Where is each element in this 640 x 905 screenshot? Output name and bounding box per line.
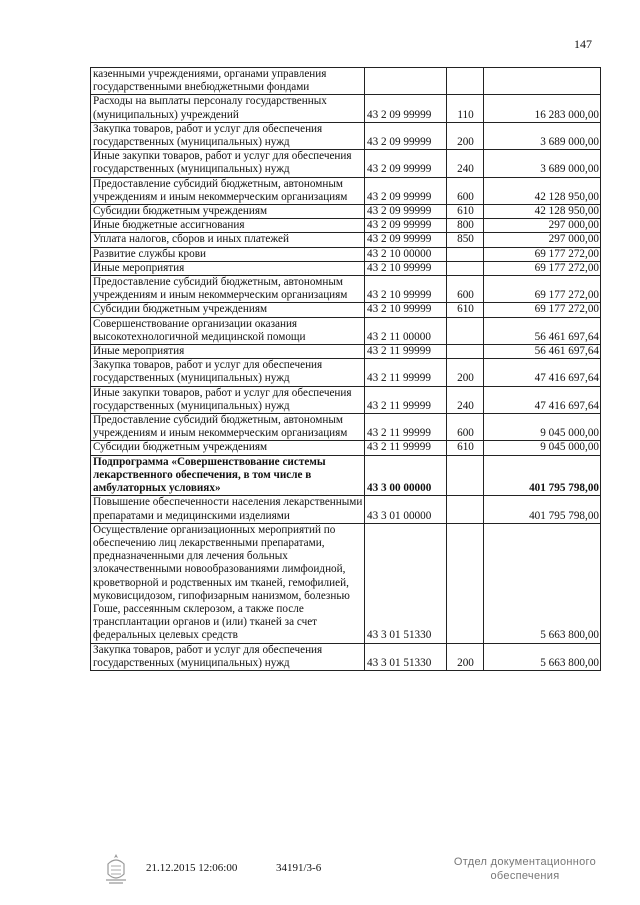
cell-name: Уплата налогов, сборов и иных платежей [91, 233, 365, 247]
stamp-line-1: Отдел документационного [453, 856, 597, 868]
table-row [91, 317, 601, 344]
footer-doc-code: 34191/3-6 [276, 862, 322, 874]
table-row [91, 95, 601, 122]
cell-code: 43 2 11 99999 [365, 414, 447, 441]
table-row [91, 150, 601, 177]
cell-code: 43 2 10 99999 [365, 276, 447, 303]
cell-type: 240 [447, 150, 484, 177]
cell-type [447, 317, 484, 344]
cell-sum: 401 795 798,00 [484, 496, 601, 523]
cell-name: Совершенствование организации оказания высокотехнологичной медицинской помощи [91, 317, 365, 344]
cell-code: 43 3 01 51330 [365, 523, 447, 643]
table-row [91, 523, 601, 643]
cell-code: 43 2 10 99999 [365, 261, 447, 275]
budget-table-body [91, 68, 601, 671]
cell-type: 610 [447, 205, 484, 219]
cell-sum: 56 461 697,64 [484, 317, 601, 344]
table-row [91, 233, 601, 247]
cell-sum: 9 045 000,00 [484, 414, 601, 441]
cell-name: Субсидии бюджетным учреждениям [91, 441, 365, 455]
cell-name: Осуществление организационных мероприятий по обеспечению лиц лекарственными препаратами, предназначенными для лечения больных злокачественными новообразованиями лимфоидной, кроветворной и родственных им тканей, гемофилией, муковисцидозом, гипофизарным нанизмом, болезнью Гоше, рассеянным склерозом, а также после трансплантации органов и (или) тканей за счет федеральных целевых средств [91, 523, 365, 643]
coat-of-arms-icon [103, 852, 129, 886]
cell-sum: 69 177 272,00 [484, 276, 601, 303]
cell-name: казенными учреждениями, органами управления государственными внебюджетными фондами [91, 68, 365, 95]
page-number: 147 [574, 37, 592, 51]
footer-datetime: 21.12.2015 12:06:00 [146, 862, 238, 874]
cell-sum: 16 283 000,00 [484, 95, 601, 122]
cell-sum: 69 177 272,00 [484, 303, 601, 317]
cell-sum: 3 689 000,00 [484, 122, 601, 149]
footer-department-stamp [440, 855, 610, 883]
cell-name: Предоставление субсидий бюджетным, автономным учреждениям и иным некоммерческим организациям [91, 177, 365, 204]
cell-name: Подпрограмма «Совершенствование системы лекарственного обеспечения, в том числе в амбулаторных условиях» [91, 455, 365, 496]
cell-type [447, 68, 484, 95]
cell-sum: 69 177 272,00 [484, 247, 601, 261]
cell-name: Закупка товаров, работ и услуг для обеспечения государственных (муниципальных) нужд [91, 122, 365, 149]
cell-type: 200 [447, 643, 484, 670]
cell-sum: 5 663 800,00 [484, 643, 601, 670]
cell-name: Иные мероприятия [91, 261, 365, 275]
cell-code: 43 2 09 99999 [365, 150, 447, 177]
cell-type: 240 [447, 386, 484, 413]
cell-sum [484, 68, 601, 95]
table-row [91, 122, 601, 149]
cell-type [447, 261, 484, 275]
cell-sum: 69 177 272,00 [484, 261, 601, 275]
cell-name: Субсидии бюджетным учреждениям [91, 205, 365, 219]
cell-sum: 47 416 697,64 [484, 359, 601, 386]
cell-sum: 42 128 950,00 [484, 205, 601, 219]
cell-sum: 297 000,00 [484, 233, 601, 247]
cell-code: 43 3 00 00000 [365, 455, 447, 496]
table-row [91, 303, 601, 317]
cell-type: 850 [447, 233, 484, 247]
cell-code: 43 2 11 99999 [365, 386, 447, 413]
stamp-line-2: обеспечения [490, 870, 560, 882]
cell-name: Развитие службы крови [91, 247, 365, 261]
cell-code: 43 2 11 99999 [365, 359, 447, 386]
cell-code: 43 3 01 51330 [365, 643, 447, 670]
cell-name: Иные закупки товаров, работ и услуг для обеспечения государственных (муниципальных) нужд [91, 150, 365, 177]
cell-code: 43 3 01 00000 [365, 496, 447, 523]
cell-name: Закупка товаров, работ и услуг для обеспечения государственных (муниципальных) нужд [91, 359, 365, 386]
table-row [91, 345, 601, 359]
cell-sum: 5 663 800,00 [484, 523, 601, 643]
cell-code: 43 2 09 99999 [365, 219, 447, 233]
cell-type: 800 [447, 219, 484, 233]
table-row [91, 643, 601, 670]
cell-code: 43 2 11 00000 [365, 317, 447, 344]
cell-type [447, 345, 484, 359]
cell-type: 610 [447, 441, 484, 455]
cell-code [365, 68, 447, 95]
cell-type [447, 455, 484, 496]
cell-name: Иные мероприятия [91, 345, 365, 359]
cell-type [447, 523, 484, 643]
cell-type: 600 [447, 414, 484, 441]
cell-type: 610 [447, 303, 484, 317]
cell-code: 43 2 09 99999 [365, 177, 447, 204]
cell-name: Закупка товаров, работ и услуг для обеспечения государственных (муниципальных) нужд [91, 643, 365, 670]
cell-type: 600 [447, 276, 484, 303]
cell-type: 200 [447, 359, 484, 386]
cell-code: 43 2 09 99999 [365, 233, 447, 247]
table-row [91, 261, 601, 275]
cell-name: Иные бюджетные ассигнования [91, 219, 365, 233]
cell-code: 43 2 11 99999 [365, 345, 447, 359]
cell-type: 110 [447, 95, 484, 122]
cell-code: 43 2 10 00000 [365, 247, 447, 261]
cell-sum: 3 689 000,00 [484, 150, 601, 177]
table-row [91, 68, 601, 95]
table-row [91, 441, 601, 455]
cell-sum: 56 461 697,64 [484, 345, 601, 359]
cell-sum: 42 128 950,00 [484, 177, 601, 204]
cell-type: 600 [447, 177, 484, 204]
cell-code: 43 2 09 99999 [365, 122, 447, 149]
cell-name: Предоставление субсидий бюджетным, автономным учреждениям и иным некоммерческим организациям [91, 414, 365, 441]
cell-name: Субсидии бюджетным учреждениям [91, 303, 365, 317]
cell-sum: 401 795 798,00 [484, 455, 601, 496]
cell-code: 43 2 11 99999 [365, 441, 447, 455]
cell-code: 43 2 09 99999 [365, 205, 447, 219]
table-row [91, 177, 601, 204]
cell-type [447, 247, 484, 261]
cell-code: 43 2 10 99999 [365, 303, 447, 317]
table-row [91, 276, 601, 303]
cell-sum: 9 045 000,00 [484, 441, 601, 455]
cell-type [447, 496, 484, 523]
cell-sum: 297 000,00 [484, 219, 601, 233]
cell-name: Предоставление субсидий бюджетным, автономным учреждениям и иным некоммерческим организациям [91, 276, 365, 303]
table-row [91, 414, 601, 441]
cell-code: 43 2 09 99999 [365, 95, 447, 122]
table-row [91, 455, 601, 496]
cell-type: 200 [447, 122, 484, 149]
cell-name: Иные закупки товаров, работ и услуг для обеспечения государственных (муниципальных) нужд [91, 386, 365, 413]
table-row [91, 386, 601, 413]
table-row [91, 247, 601, 261]
table-row [91, 219, 601, 233]
cell-name: Расходы на выплаты персоналу государственных (муниципальных) учреждений [91, 95, 365, 122]
cell-name: Повышение обеспеченности населения лекарственными препаратами и медицинскими изделиями [91, 496, 365, 523]
table-row [91, 359, 601, 386]
budget-table [90, 67, 601, 671]
table-row [91, 205, 601, 219]
cell-sum: 47 416 697,64 [484, 386, 601, 413]
table-row [91, 496, 601, 523]
